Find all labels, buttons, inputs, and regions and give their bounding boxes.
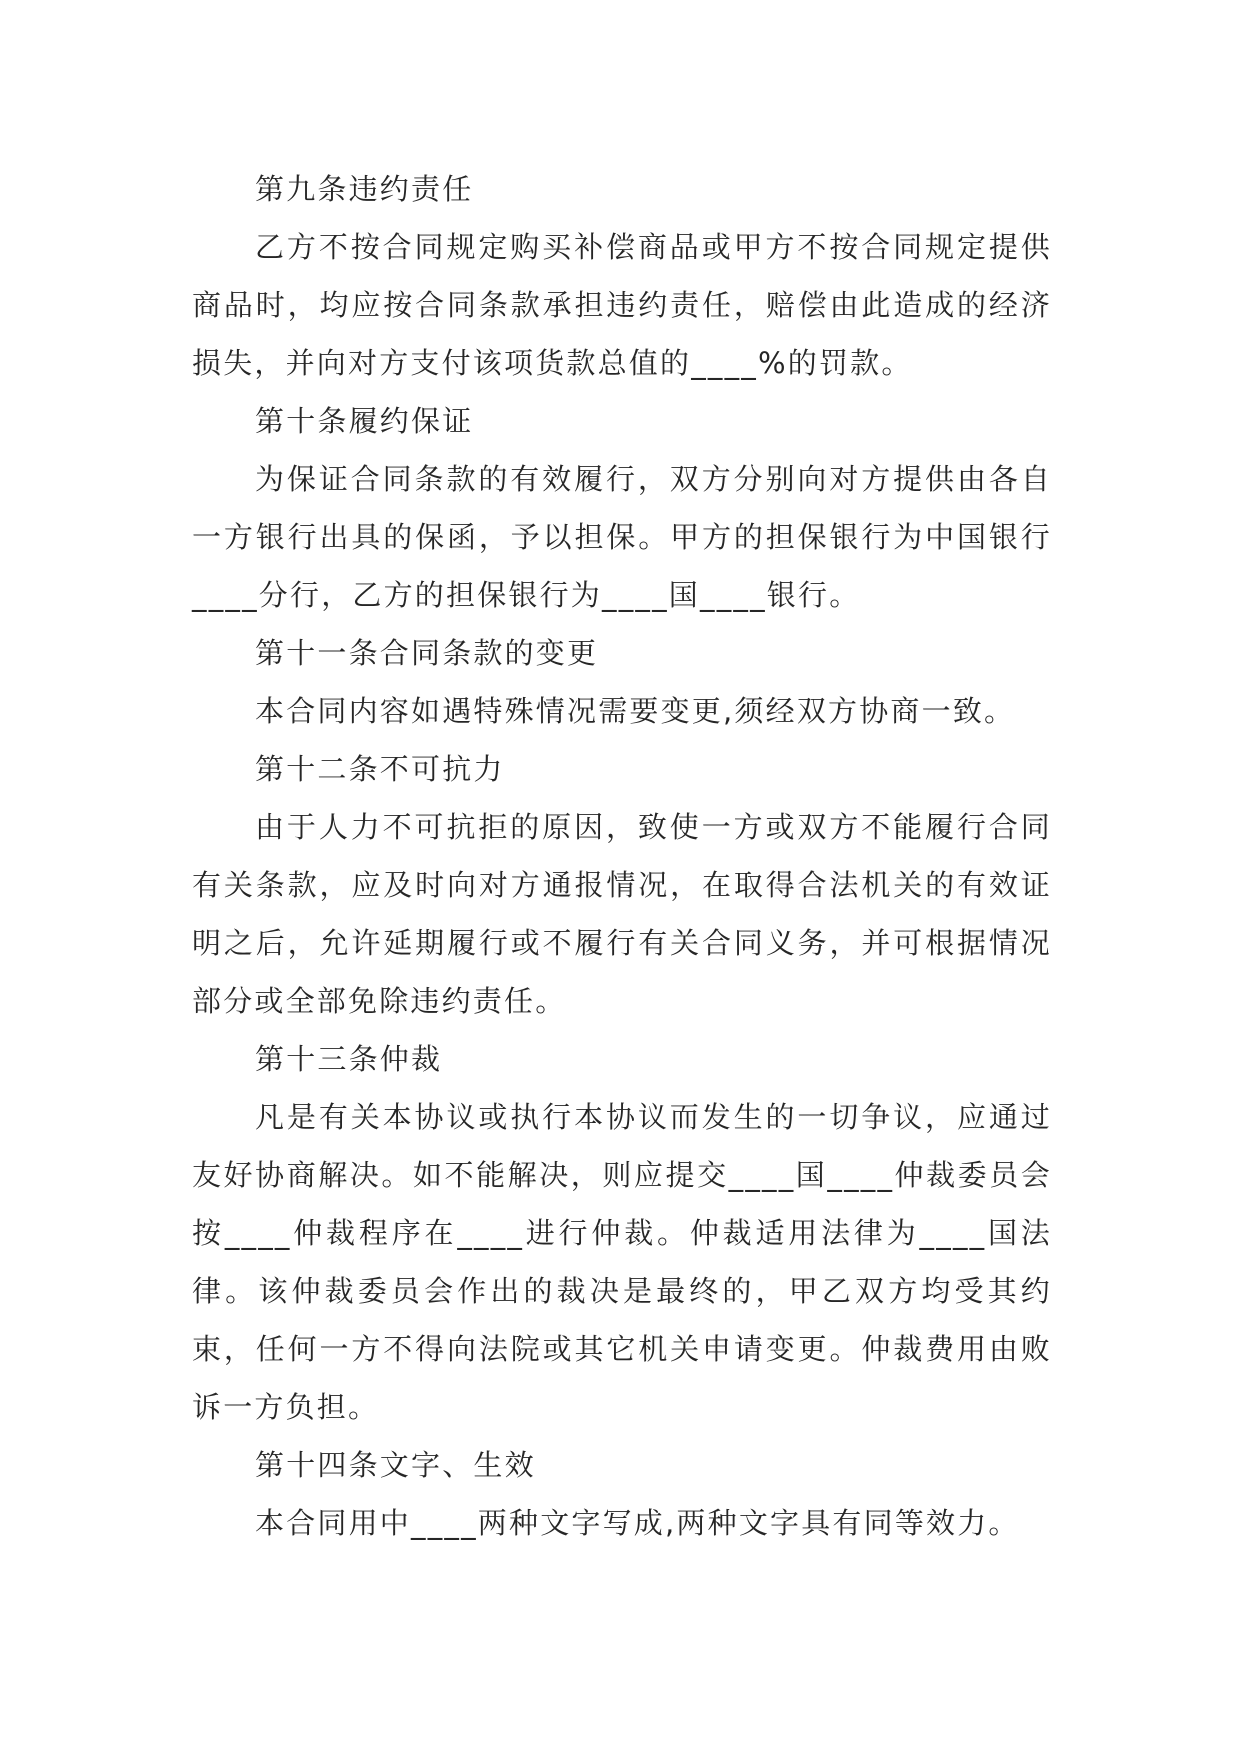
- article-11-text: 本合同内容如遇特殊情况需要变更,须经双方协商一致。: [255, 694, 1016, 728]
- document-body: [192, 160, 1052, 1552]
- article-13-heading: 第十三条仲裁: [255, 1042, 443, 1076]
- article-14-heading: 第十四条文字、生效: [255, 1448, 536, 1482]
- article-9-heading: 第九条违约责任: [255, 172, 474, 206]
- article-12-heading: 第十二条不可抗力: [255, 752, 505, 786]
- article-14-text: 本合同用中____两种文字写成,两种文字具有同等效力。: [255, 1506, 1020, 1540]
- article-13-text: 凡是有关本协议或执行本协议而发生的一切争议，应通过友好协商解决。如不能解决，则应提交____国____仲裁委员会按____仲裁程序在____进行仲裁。仲裁适用法律为____国法律。该仲裁委员会作出的裁决是最终的，甲乙双方均受其约束，任何一方不得向法院或其它机关申请变更。仲裁费用由败诉一方负担。: [192, 1100, 1052, 1424]
- article-12-text: 由于人力不可抗拒的原因，致使一方或双方不能履行合同有关条款，应及时向对方通报情况，在取得合法机关的有效证明之后，允许延期履行或不履行有关合同义务，并可根据情况部分或全部免除违约责任。: [192, 810, 1052, 1018]
- article-10-heading: 第十条履约保证: [255, 404, 474, 438]
- article-10-text: 为保证合同条款的有效履行，双方分别向对方提供由各自一方银行出具的保函，予以担保。甲方的担保银行为中国银行____分行，乙方的担保银行为____国____银行。: [192, 462, 1052, 612]
- article-11-heading: 第十一条合同条款的变更: [255, 636, 599, 670]
- article-9-text: 乙方不按合同规定购买补偿商品或甲方不按合同规定提供商品时，均应按合同条款承担违约责任，赔偿由此造成的经济损失，并向对方支付该项货款总值的____%的罚款。: [192, 230, 1052, 380]
